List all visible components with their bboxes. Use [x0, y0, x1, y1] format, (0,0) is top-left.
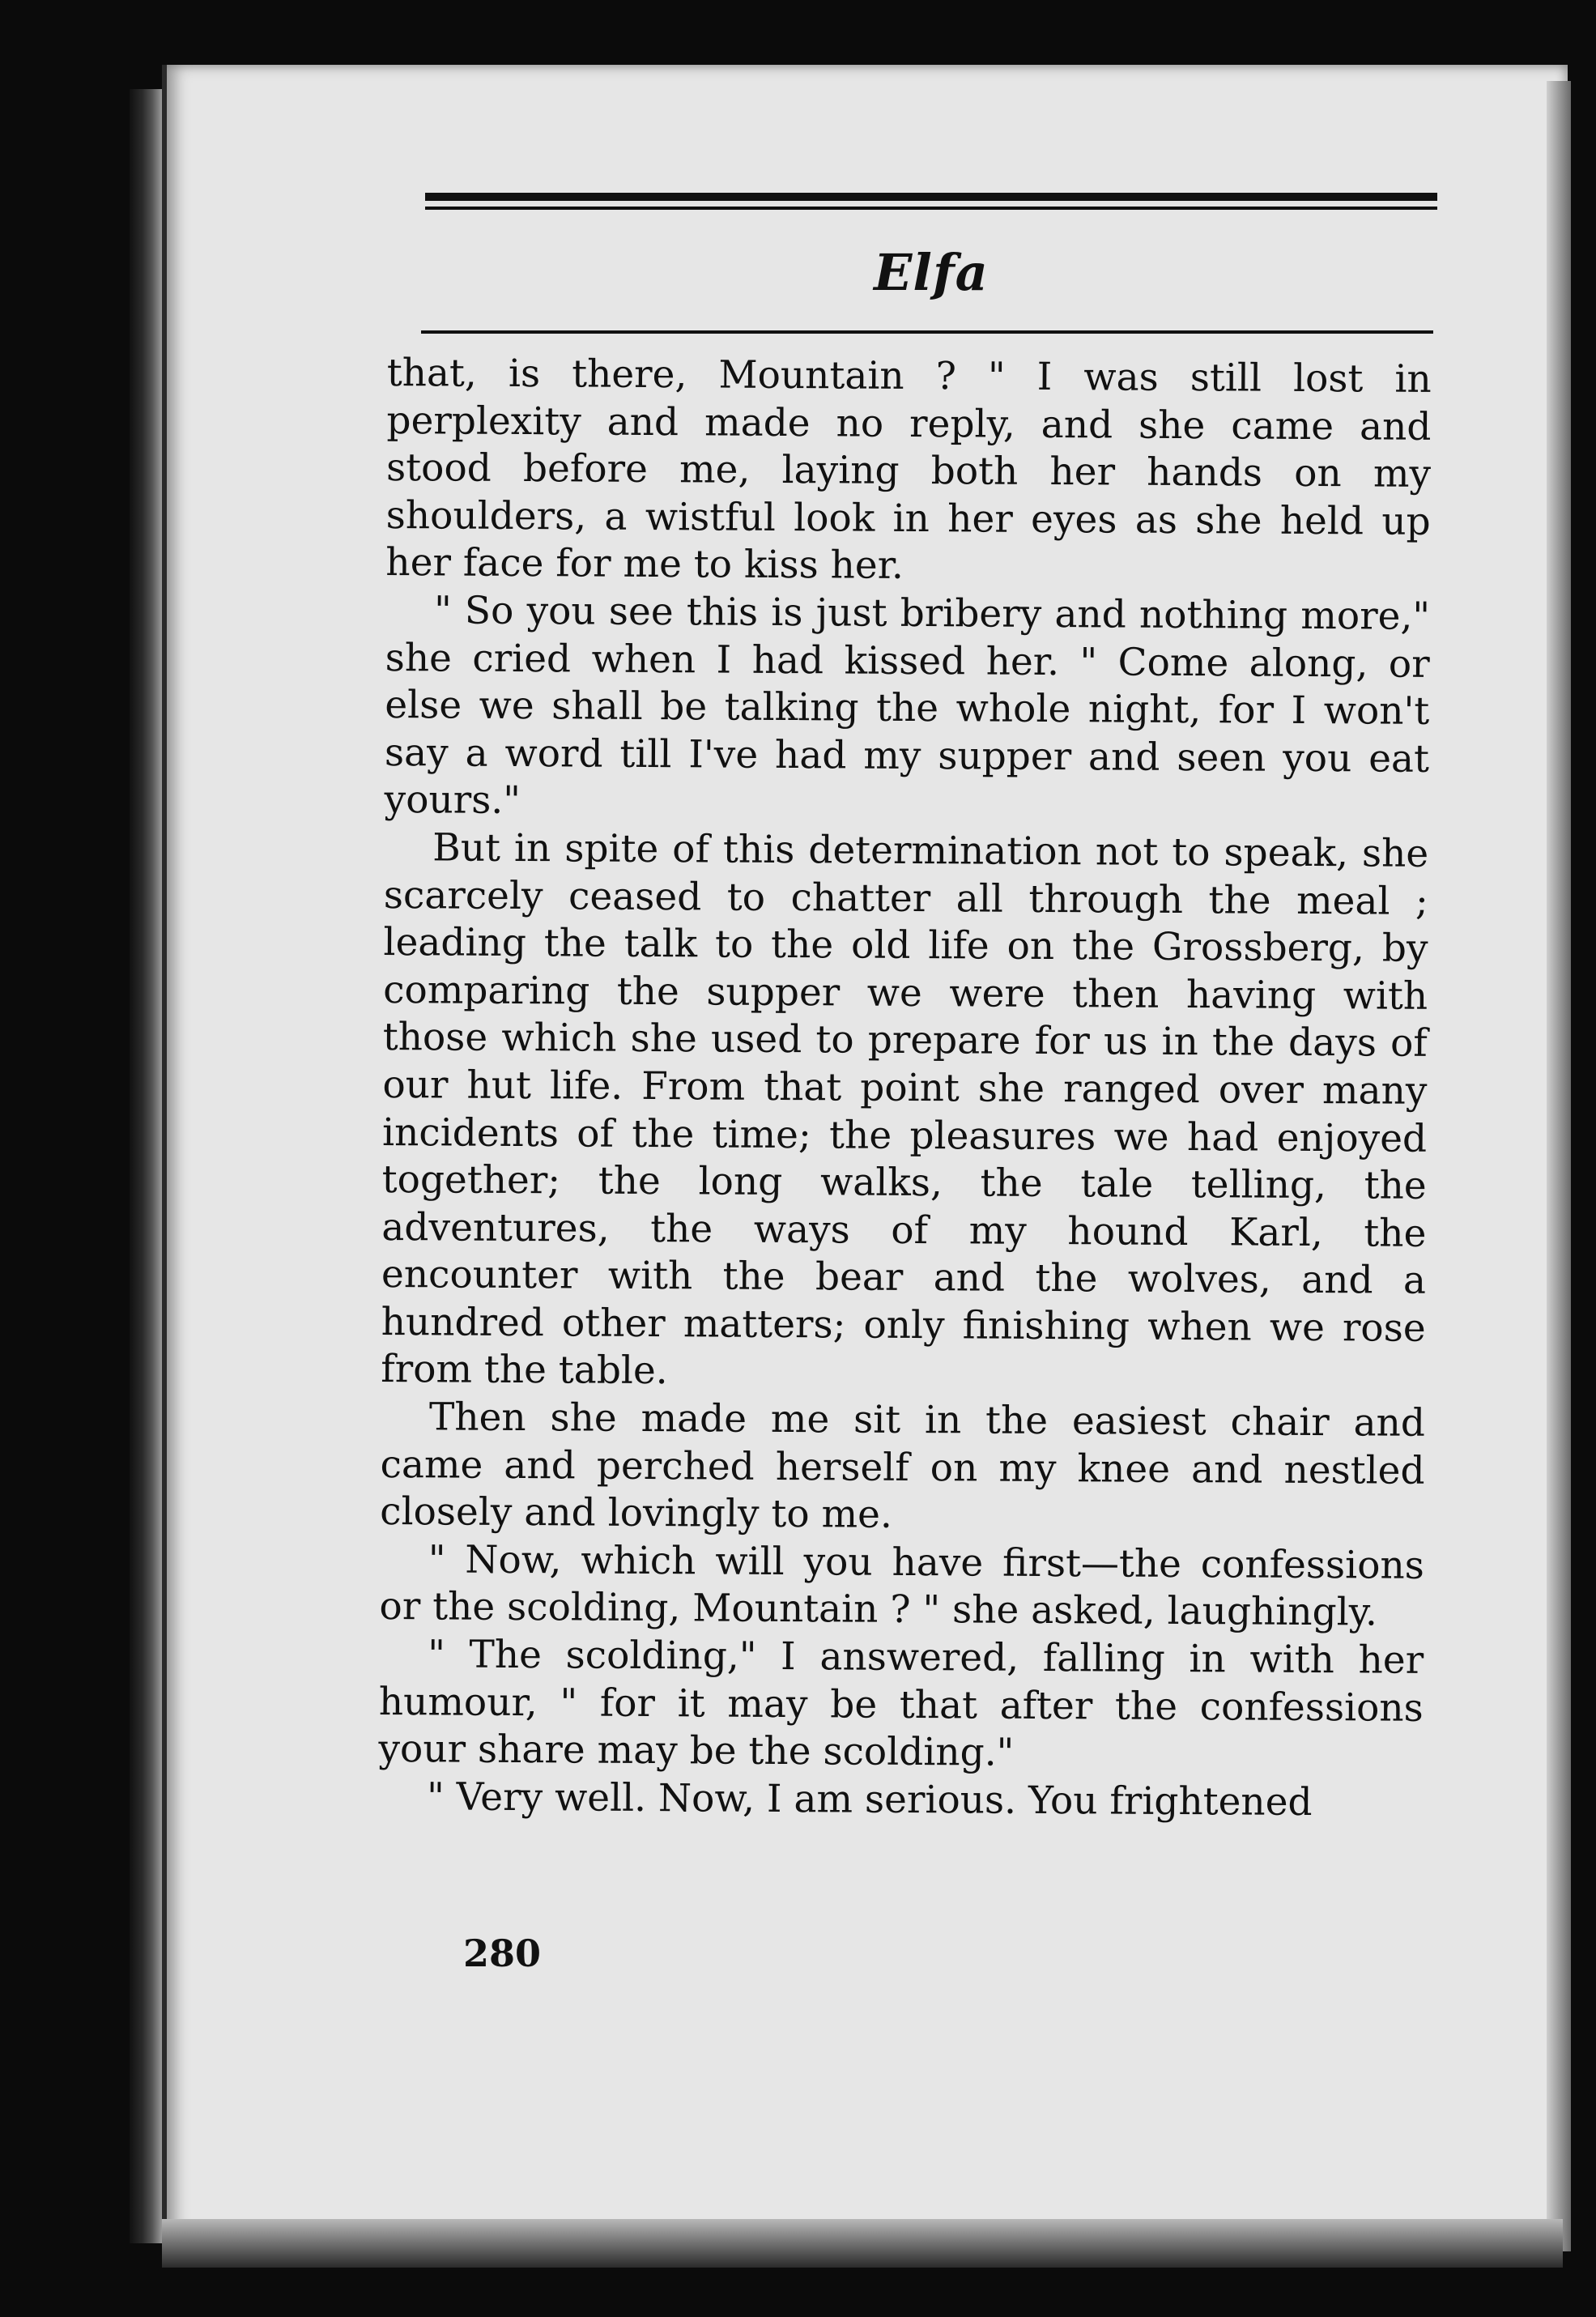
paragraph-3: But in spite of this determination not to speak, she scarcely ceased to chatter all through the meal ; leading the talk to the old life on the Grossberg, by comparing the supper we were then having with those which she used to prepare for us in the days of our hut life. From that point she ranged over many incidents of the time; the pleasures we had enjoyed together; the long walks, the tale telling, the adventures, the ways of my hound Karl, the encounter with the bear and the wolves, and a hundred other matters; only finishing when we rose from the table. — [381, 825, 1429, 1394]
paragraph-5: " Now, which will you have first—the confessions or the scolding, Mountain ? " she asked, laughingly. — [379, 1537, 1425, 1635]
book-gutter-shadow — [130, 89, 162, 2243]
paragraph-1: that, is there, Mountain ? " I was still lost in perplexity and made no reply, and she came and stood before me, laying both her hands on my shoulders, a wistful look in her eyes as she held up her face for me to kiss her. — [385, 350, 1432, 589]
page-bottom-shadow — [162, 2219, 1563, 2268]
paragraph-6: " The scolding," I answered, falling in with her humour, " for it may be that after the confessions your share may be the scolding." — [378, 1632, 1424, 1775]
page-number: 280 — [463, 1932, 542, 1975]
body-text — [378, 350, 1432, 1827]
header-rule-thin — [425, 207, 1437, 210]
header-single-rule — [421, 330, 1433, 334]
header-double-rule — [425, 193, 1437, 214]
header-rule-thick — [425, 193, 1437, 201]
running-head-title: Elfa — [874, 243, 989, 302]
paragraph-7: " Very well. Now, I am serious. You frightened — [426, 1774, 1313, 1825]
page-edge-shadow — [1547, 81, 1571, 2251]
paragraph-2: " So you see this is just bribery and nothing more," she cried when I had kissed her. " Come along, or else we shall be talking the whole night, for I won't say a word till I've had my supper and seen you eat yours." — [384, 588, 1431, 824]
paragraph-4: Then she made me sit in the easiest chair and came and perched herself on my knee and nestled closely and lovingly to me. — [380, 1395, 1426, 1538]
